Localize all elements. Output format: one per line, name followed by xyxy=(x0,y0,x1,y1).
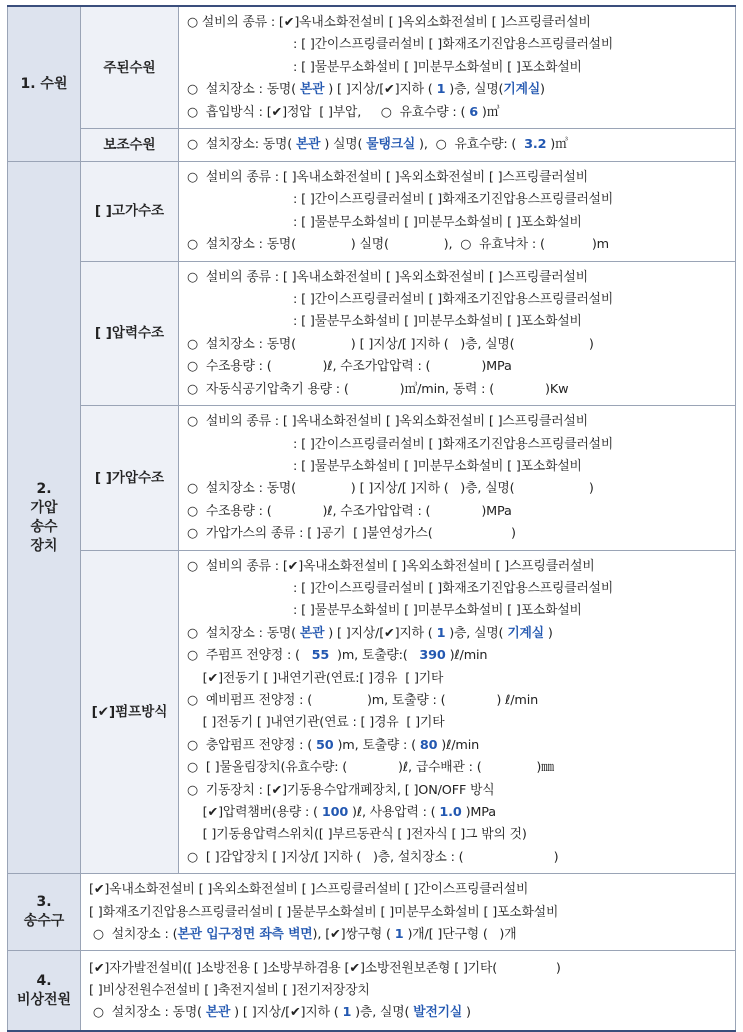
form-line xyxy=(187,690,729,712)
content-cell xyxy=(179,162,736,262)
filled-value: 390 xyxy=(419,648,446,664)
line-text: )개/[ ]단구형 ( )개 xyxy=(403,927,517,943)
form-line xyxy=(187,757,729,779)
subcategory-cell: 주된수원 xyxy=(81,6,179,129)
filled-value: 본관 xyxy=(299,625,325,641)
category-label: 송수 xyxy=(30,518,58,535)
form-line xyxy=(187,189,729,211)
line-text: )㎥ xyxy=(477,104,500,120)
content-cell xyxy=(179,129,736,162)
category-label: 1. 수원 xyxy=(20,75,68,92)
line-text: )m, 토출량 : ( xyxy=(333,737,420,753)
line-text: : [ ]간이스프링클러설비 [ ]화재조기진압용스프링클러설비 xyxy=(293,292,614,308)
form-line xyxy=(187,34,729,56)
form-row xyxy=(8,261,736,405)
line-text: ○ 설치장소 : 동명( xyxy=(187,82,300,98)
filled-value: 6 xyxy=(469,104,478,120)
line-text: ○ 설치장소 : 동명( ) 실명( ), ○ 유효낙차 : ( )m xyxy=(187,237,609,253)
line-text: [ ]화재조기진압용스프링클러설비 [ ]물분무소화설비 [ ]미분무소화설비 [ ]포소화설비 xyxy=(89,904,559,920)
filled-value: 물탱크실 xyxy=(366,137,416,153)
form-line xyxy=(187,824,729,846)
filled-value: 본관 입구정면 좌측 벽면 xyxy=(177,927,313,943)
line-text: : [ ]간이스프링클러설비 [ ]화재조기진압용스프링클러설비 xyxy=(293,580,614,596)
line-text: ○ 예비펌프 전양정 : ( )m, 토출량 : ( ) ℓ/min xyxy=(187,692,539,708)
line-text: ) xyxy=(462,1005,471,1021)
form-line xyxy=(187,12,729,34)
category-cell xyxy=(8,162,81,874)
filled-value: 본관 xyxy=(205,1005,231,1021)
line-text: ○ 주펌프 전양정 : ( xyxy=(187,648,312,664)
filled-value: 기계실 xyxy=(507,625,544,641)
form-row xyxy=(8,129,736,162)
form-line xyxy=(187,478,729,500)
filled-value: 기계실 xyxy=(503,82,541,98)
form-line xyxy=(187,79,729,101)
form-line xyxy=(187,411,729,433)
line-text: )㎥ xyxy=(546,137,568,153)
form-line xyxy=(187,847,729,869)
line-text: ○ [ ]물올림장치(유효수량: ( )ℓ, 급수배관 : ( )㎜ xyxy=(187,760,554,776)
form-row xyxy=(8,406,736,550)
form-line xyxy=(89,924,729,946)
content-cell xyxy=(81,874,736,951)
category-label: 3. xyxy=(36,894,52,911)
filled-value: 1 xyxy=(342,1005,352,1021)
form-line xyxy=(187,234,729,256)
filled-value: 1.0 xyxy=(439,805,462,820)
line-text: [✔]옥내소화전설비 [ ]옥외소화전설비 [ ]스프링클러설비 [ ]간이스프링클러설비 xyxy=(89,882,529,898)
line-text: : [ ]물분무소화설비 [ ]미분무소화설비 [ ]포소화설비 xyxy=(293,603,582,619)
form-row xyxy=(8,6,736,129)
form-line xyxy=(187,102,729,124)
filled-value: 100 xyxy=(321,805,349,820)
content-cell xyxy=(179,261,736,405)
line-text: ○ 설치장소 : 동명( ) [ ]지상/[ ]지하 ( )층, 실명( ) xyxy=(187,481,594,497)
subcategory-cell: 보조수원 xyxy=(81,129,179,162)
line-text: ○ 설비의 종류 : [ ]옥내소화전설비 [ ]옥외소화전설비 [ ]스프링클러설비 xyxy=(187,414,588,430)
form-line xyxy=(187,523,729,545)
line-text: ○ 설치장소 : 동명( xyxy=(187,625,300,641)
filled-value: 55 xyxy=(311,648,330,664)
category-label: 비상전원 xyxy=(16,991,72,1008)
line-text: [ ]기동용압력스위치([ ]부르동관식 [ ]전자식 [ ]그 밖의 것) xyxy=(187,827,527,843)
line-text: ○ 수조용량 : ( )ℓ, 수조가압압력 : ( )MPa xyxy=(187,359,512,375)
line-text: : [ ]물분무소화설비 [ ]미분무소화설비 [ ]포소화설비 xyxy=(293,59,582,75)
filled-value: 3.2 xyxy=(524,137,547,153)
category-label: 장치 xyxy=(30,537,58,554)
line-text: ○ 충압펌프 전양정 : ( xyxy=(187,737,317,753)
line-text: [✔]압력챔버(용량 : ( xyxy=(187,805,322,820)
line-text: ○ 흡입방식 : [✔]정압 [ ]부압, ○ 유효수량 : ( xyxy=(187,104,470,120)
line-text: ○ 수조용량 : ( )ℓ, 수조가압압력 : ( )MPa xyxy=(187,503,512,519)
content-cell xyxy=(179,6,736,129)
line-text: ), ○ 유효수량: ( xyxy=(415,137,525,153)
category-cell xyxy=(8,951,81,1031)
line-text: ) 실명( xyxy=(320,137,367,153)
filled-value: 50 xyxy=(316,737,334,753)
form-row xyxy=(8,162,736,262)
content-cell xyxy=(81,951,736,1031)
line-text: )층, 실명( xyxy=(445,625,508,641)
category-label: 가압 xyxy=(30,499,58,516)
form-line xyxy=(187,578,729,600)
line-text: ) [ ]지상/[✔]지하 ( xyxy=(230,1005,343,1021)
line-text: [ ]전동기 [ ]내연기관(연료 : [ ]경유 [ ]기타 xyxy=(187,715,445,731)
form-line xyxy=(187,668,729,690)
content-cell xyxy=(179,550,736,874)
form-line xyxy=(187,434,729,456)
form-line xyxy=(187,802,729,824)
form-line xyxy=(89,958,729,980)
line-text: : [ ]물분무소화설비 [ ]미분무소화설비 [ ]포소화설비 xyxy=(293,214,582,230)
subcategory-cell: [ ]고가수조 xyxy=(81,162,179,262)
line-text: )층, 실명( xyxy=(351,1005,414,1021)
line-text: )ℓ/min xyxy=(437,737,480,753)
line-text: ) xyxy=(543,625,553,641)
subcategory-cell: [✔]펌프방식 xyxy=(81,550,179,874)
line-text: : [ ]물분무소화설비 [ ]미분무소화설비 [ ]포소화설비 xyxy=(293,314,582,330)
line-text: )MPa xyxy=(461,805,496,820)
line-text: ○ 설비의 종류 : [ ]옥내소화전설비 [ ]옥외소화전설비 [ ]스프링클러설비 xyxy=(187,269,588,285)
form-line xyxy=(187,334,729,356)
line-text: ○ 자동식공기압축기 용량 : ( )㎥/min, 동력 : ( )Kw xyxy=(187,381,569,397)
filled-value: 본관 xyxy=(299,82,325,98)
line-text: ○ [ ]감압장치 [ ]지상/[ ]지하 ( )층, 설치장소 : ( ) xyxy=(187,849,559,865)
filled-value: 본관 xyxy=(295,137,321,153)
form-line xyxy=(187,356,729,378)
category-label: 송수구 xyxy=(23,913,65,930)
form-line xyxy=(187,134,729,156)
form-row xyxy=(8,874,736,951)
line-text: )ℓ/min xyxy=(445,648,488,664)
line-text: ○ 설치장소: 동명( xyxy=(187,137,296,153)
line-text: ○ 설비의 종류 : [✔]옥내소화전설비 [ ]옥외소화전설비 [ ]스프링클러설비 xyxy=(187,15,591,30)
form-row xyxy=(8,550,736,874)
line-text: : [ ]간이스프링클러설비 [ ]화재조기진압용스프링클러설비 xyxy=(293,436,614,452)
line-text: ) xyxy=(540,82,545,98)
form-line xyxy=(187,501,729,523)
form-line xyxy=(187,456,729,478)
subcategory-cell: [ ]압력수조 xyxy=(81,261,179,405)
line-text: ○ 설비의 종류 : [✔]옥내소화전설비 [ ]옥외소화전설비 [ ]스프링클러설비 xyxy=(187,558,595,574)
subcategory-cell: [ ]가압수조 xyxy=(81,406,179,550)
line-text: ) [ ]지상/[✔]지하 ( xyxy=(324,82,437,98)
form-line xyxy=(187,212,729,234)
form-line xyxy=(187,735,729,757)
fire-facility-form-table xyxy=(7,5,736,1032)
line-text: ) [ ]지상/[✔]지하 ( xyxy=(324,625,437,641)
form-line xyxy=(187,780,729,802)
filled-value: 1 xyxy=(436,625,446,641)
form-line xyxy=(187,289,729,311)
line-text: ), [✔]쌍구형 ( xyxy=(312,927,395,943)
line-text: : [ ]간이스프링클러설비 [ ]화재조기진압용스프링클러설비 xyxy=(293,192,614,208)
filled-value: 1 xyxy=(394,927,404,943)
category-cell xyxy=(8,6,81,162)
line-text: )층, 실명( xyxy=(445,82,504,98)
line-text: [✔]자가발전설비([ ]소방전용 [ ]소방부하겸용 [✔]소방전원보존형 [ ]기타( ) xyxy=(89,960,561,976)
form-line xyxy=(187,556,729,578)
form-line xyxy=(187,379,729,401)
line-text: : [ ]간이스프링클러설비 [ ]화재조기진압용스프링클러설비 xyxy=(293,37,614,53)
form-line xyxy=(187,311,729,333)
category-label: 4. xyxy=(36,972,52,989)
filled-value: 80 xyxy=(419,737,438,753)
line-text: : [ ]물분무소화설비 [ ]미분무소화설비 [ ]포소화설비 xyxy=(293,458,582,474)
category-label: 2. xyxy=(36,480,52,497)
form-line xyxy=(187,57,729,79)
filled-value: 발전기실 xyxy=(413,1005,463,1021)
form-line xyxy=(187,712,729,734)
form-body xyxy=(8,6,736,1031)
line-text: ○ 설치장소 : 동명( xyxy=(89,1005,206,1021)
line-text: [ ]비상전원수전설비 [ ]축전지설비 [ ]전기저장장치 xyxy=(89,982,370,998)
form-line xyxy=(89,879,729,901)
form-line xyxy=(187,645,729,667)
content-cell xyxy=(179,406,736,550)
form-line xyxy=(187,623,729,645)
line-text: [✔]전동기 [ ]내연기관(연료:[ ]경유 [ ]기타 xyxy=(187,670,444,686)
line-text: ○ 가압가스의 종류 : [ ]공기 [ ]불연성가스( ) xyxy=(187,526,516,542)
line-text: )ℓ, 사용압력 : ( xyxy=(348,805,440,820)
form-line xyxy=(89,902,729,924)
form-line xyxy=(187,600,729,622)
line-text: ○ 설치장소 : 동명( ) [ ]지상/[ ]지하 ( )층, 실명( ) xyxy=(187,336,594,352)
form-row xyxy=(8,951,736,1031)
form-line xyxy=(187,167,729,189)
form-line xyxy=(89,980,729,1002)
line-text: )m, 토출량:( xyxy=(329,648,420,664)
line-text: ○ 설비의 종류 : [ ]옥내소화전설비 [ ]옥외소화전설비 [ ]스프링클러설비 xyxy=(187,170,588,186)
form-line xyxy=(187,267,729,289)
line-text: ○ 기동장치 : [✔]기동용수압개폐장치, [ ]ON/OFF 방식 xyxy=(187,782,495,798)
category-cell xyxy=(8,874,81,951)
line-text: ○ 설치장소 : ( xyxy=(89,927,178,943)
filled-value: 1 xyxy=(436,82,446,98)
